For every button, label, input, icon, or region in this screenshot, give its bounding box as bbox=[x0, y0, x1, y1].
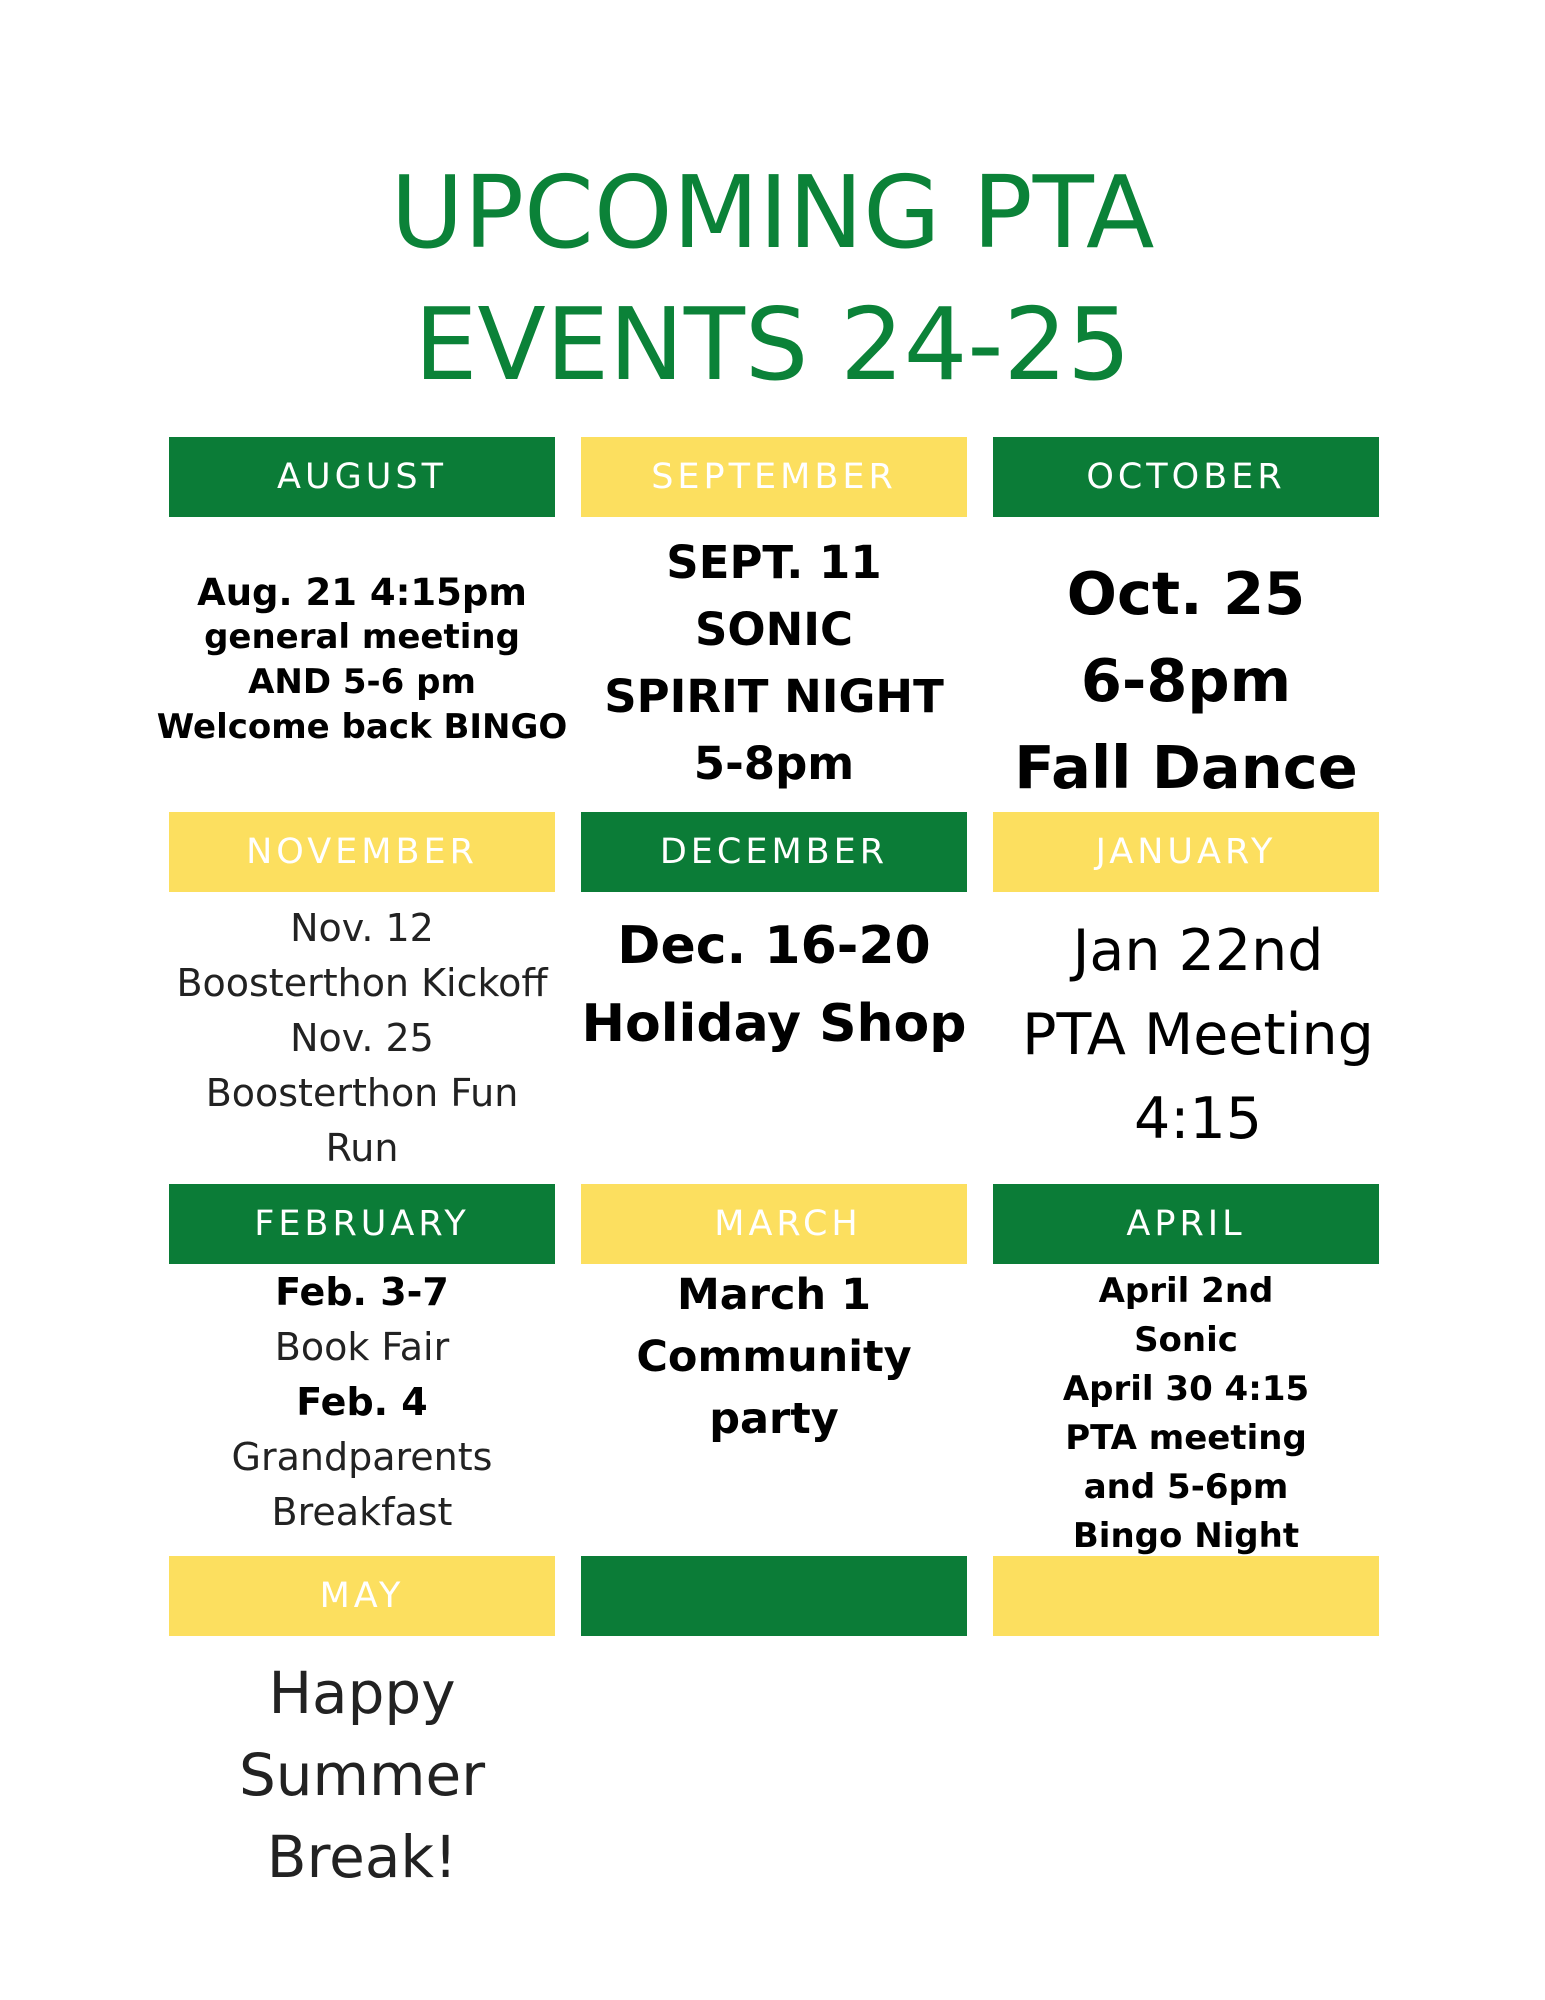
event-line: Fall Dance bbox=[1014, 732, 1358, 802]
event-line: Summer bbox=[238, 1741, 486, 1809]
event-line: SPIRIT NIGHT bbox=[604, 670, 944, 723]
event-cell-january bbox=[1005, 910, 1391, 1160]
event-cell-march bbox=[581, 1262, 967, 1452]
event-line: Dec. 16-20 bbox=[617, 916, 931, 976]
event-line: PTA meeting bbox=[1065, 1418, 1307, 1458]
event-cell-september bbox=[581, 528, 967, 798]
month-header-february: FEBRUARY bbox=[169, 1184, 555, 1264]
event-line: Book Fair bbox=[274, 1324, 450, 1369]
event-cell-december bbox=[581, 910, 967, 1060]
event-line: Grandparents bbox=[231, 1434, 493, 1479]
month-header-march: MARCH bbox=[581, 1184, 967, 1264]
page-title-line-2: EVENTS 24-25 bbox=[414, 286, 1131, 403]
event-line: SEPT. 11 bbox=[666, 536, 882, 589]
event-line: Break! bbox=[266, 1823, 458, 1891]
event-line: Bingo Night bbox=[1072, 1516, 1300, 1556]
event-line: Aug. 21 4:15pm bbox=[197, 571, 527, 614]
month-header-april: APRIL bbox=[993, 1184, 1379, 1264]
month-header-december: DECEMBER bbox=[581, 812, 967, 892]
event-line: Breakfast bbox=[271, 1489, 453, 1534]
event-line: Run bbox=[325, 1125, 399, 1170]
event-cell-august bbox=[156, 560, 568, 760]
event-line: 6-8pm bbox=[1080, 645, 1292, 715]
event-cell-february bbox=[169, 1267, 555, 1537]
event-line: SONIC bbox=[694, 603, 854, 656]
event-line: 5-8pm bbox=[693, 737, 855, 790]
event-line: Nov. 12 bbox=[290, 905, 434, 950]
event-cell-april bbox=[993, 1264, 1379, 1564]
event-line: Jan 22nd bbox=[1072, 918, 1324, 984]
event-line: Feb. 4 bbox=[296, 1379, 428, 1424]
month-header-october: OCTOBER bbox=[993, 437, 1379, 517]
event-line: Boosterthon Fun bbox=[205, 1070, 519, 1115]
blank-header-yellow bbox=[993, 1556, 1379, 1636]
event-line: Feb. 3-7 bbox=[275, 1269, 449, 1314]
event-line: PTA Meeting bbox=[1022, 1002, 1374, 1068]
event-line: Community bbox=[636, 1332, 912, 1382]
event-line: Sonic bbox=[1134, 1320, 1238, 1360]
blank-header-green bbox=[581, 1556, 967, 1636]
event-cell-may bbox=[169, 1650, 555, 1900]
page-title-line-1: UPCOMING PTA bbox=[390, 154, 1155, 271]
event-line: Nov. 25 bbox=[290, 1015, 434, 1060]
month-header-august: AUGUST bbox=[169, 437, 555, 517]
event-line: and 5-6pm bbox=[1083, 1467, 1289, 1507]
event-line: party bbox=[709, 1394, 839, 1444]
month-header-september: SEPTEMBER bbox=[581, 437, 967, 517]
event-cell-october bbox=[993, 555, 1379, 805]
event-line: AND 5-6 pm bbox=[248, 662, 476, 702]
month-header-november: NOVEMBER bbox=[169, 812, 555, 892]
event-line: Boosterthon Kickoff bbox=[176, 960, 548, 1005]
event-line: 4:15 bbox=[1134, 1086, 1262, 1152]
event-line: April 2nd bbox=[1098, 1271, 1274, 1311]
month-header-may: MAY bbox=[169, 1556, 555, 1636]
event-cell-november bbox=[169, 903, 555, 1173]
event-line: general meeting bbox=[204, 617, 520, 657]
month-header-january: JANUARY bbox=[993, 812, 1379, 892]
event-line: March 1 bbox=[676, 1270, 871, 1320]
event-line: Holiday Shop bbox=[581, 994, 967, 1054]
event-line: Welcome back BINGO bbox=[156, 707, 568, 747]
event-line: April 30 4:15 bbox=[1062, 1369, 1310, 1409]
event-line: Happy bbox=[268, 1659, 456, 1727]
event-line: Oct. 25 bbox=[1066, 558, 1306, 628]
